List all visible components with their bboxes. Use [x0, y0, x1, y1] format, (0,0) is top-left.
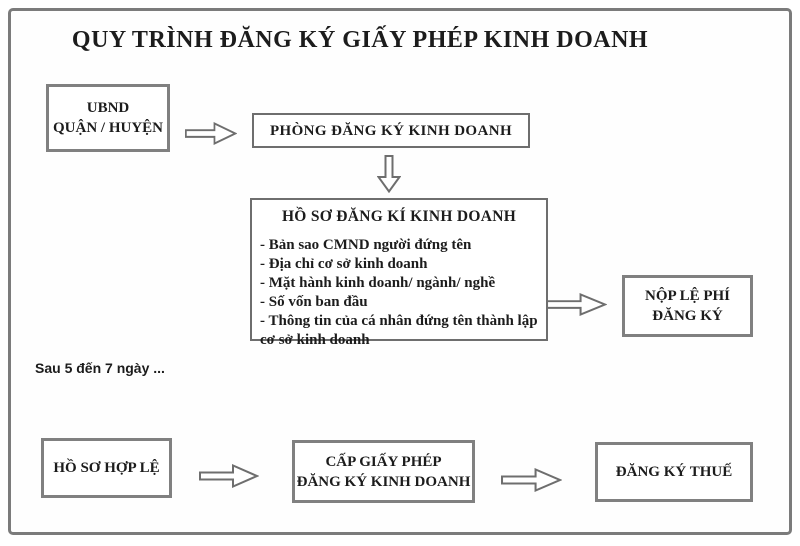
- box-label: HỒ SƠ HỢP LỆ: [53, 460, 160, 476]
- page-title: QUY TRÌNH ĐĂNG KÝ GIẤY PHÉP KINH DOANH: [71, 27, 649, 53]
- right-arrow-icon: [185, 122, 237, 145]
- box-label-line: QUẬN / HUYỆN: [52, 120, 163, 136]
- box-phong-dang-ky-kinh-doanh: [252, 113, 530, 148]
- box-label: ĐĂNG KÝ THUẾ: [615, 464, 733, 480]
- box-dang-ky-thue: [595, 442, 753, 502]
- box-ho-so-dang-ki-kinh-doanh: [250, 198, 548, 348]
- box-nop-le-phi-dang-ky: [622, 275, 753, 337]
- right-arrow-icon: [546, 293, 607, 316]
- box-cap-giay-phep-dang-ky-kinh-doanh: [292, 440, 475, 503]
- dossier-item: - Thông tin của cá nhân đứng tên thành lập cơ sở kinh doanh: [260, 313, 538, 348]
- right-arrow-icon: [501, 468, 562, 492]
- dossier-item: - Mặt hành kinh doanh/ ngành/ nghề: [260, 275, 496, 291]
- box-ho-so-hop-le: [41, 438, 172, 498]
- box-label-line: CẤP GIẤY PHÉP: [325, 453, 442, 470]
- box-ubnd-quan-huyen: [46, 84, 170, 152]
- box-label-line: NỘP LỆ PHÍ: [644, 288, 730, 304]
- down-arrow-icon: [377, 155, 401, 193]
- box-label-line: ĐĂNG KÝ: [652, 308, 723, 324]
- box-label: PHÒNG ĐĂNG KÝ KINH DOANH: [269, 122, 513, 139]
- note-text: Sau 5 đến 7 ngày ...: [35, 360, 165, 376]
- dossier-item: - Bản sao CMND người đứng tên: [260, 237, 472, 253]
- box-label-line: UBND: [86, 100, 130, 116]
- dossier-item: - Số vốn ban đầu: [260, 294, 368, 310]
- dossier-box-title: HỒ SƠ ĐĂNG KÍ KINH DOANH: [281, 208, 517, 225]
- dossier-item-list: [260, 236, 538, 350]
- box-label-line: ĐĂNG KÝ KINH DOANH: [296, 473, 471, 490]
- dossier-item: - Địa chỉ cơ sở kinh doanh: [260, 256, 428, 272]
- right-arrow-icon: [199, 464, 259, 488]
